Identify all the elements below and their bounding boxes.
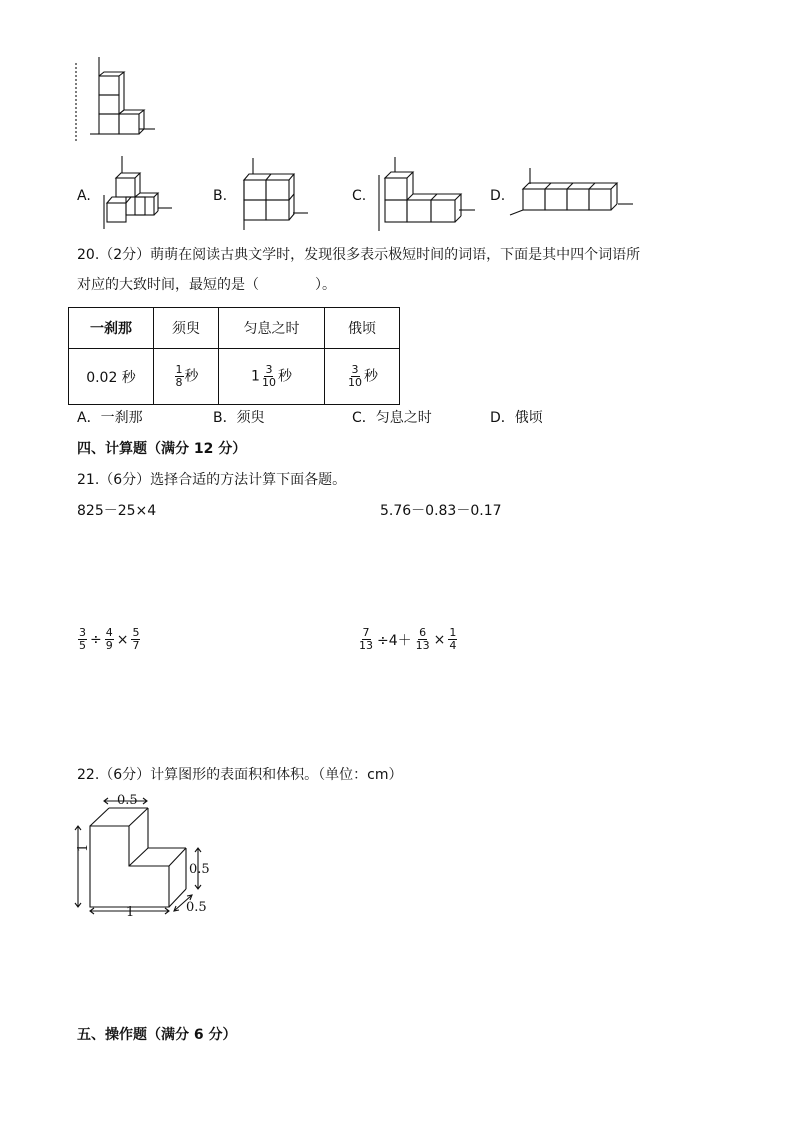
q21-expr3-op2: ×	[116, 631, 129, 648]
q21-expr3-b-num: 4	[105, 626, 113, 639]
q20-stem-line2: 对应的大致时间，最短的是（ ）。	[77, 277, 336, 293]
q22-stem: 22.（6分）计算图形的表面积和体积。（单位：cm）	[77, 767, 403, 783]
q22-label-bottom: 1	[126, 905, 135, 920]
q20-option-c: C．匀息之时	[352, 410, 432, 426]
q21-expr4-b-den: 13	[415, 639, 430, 652]
q20-value-2-num: 1	[175, 363, 183, 376]
q20-value-3-num: 3	[265, 363, 273, 376]
q20-value-1: 0.02 秒	[69, 349, 154, 405]
q21-expr4-op2: ×	[433, 631, 446, 648]
q21-expr3-op1: ÷	[90, 631, 102, 648]
q20-option-d: D．俄顷	[490, 410, 543, 426]
q21-expr3-b-den: 9	[105, 639, 113, 652]
q20-stem-line1: 20.（2分）萌萌在阅读古典文学时，发现很多表示极短时间的词语，下面是其中四个词语所	[77, 247, 641, 263]
q22-label-right: 0.5	[189, 862, 210, 877]
q20-value-3-den: 10	[261, 376, 276, 389]
q20-value-3-unit: 秒	[277, 368, 292, 385]
q20-option-a: A．一刹那	[77, 410, 143, 426]
q21-expr4-op1: ÷4＋	[377, 632, 412, 649]
section5-title: 五、操作题（满分 6 分）	[77, 1027, 237, 1043]
q19-option-d-label: D.	[490, 188, 506, 204]
q20-value-2-unit: 秒	[184, 368, 199, 385]
q20-header-1: 一刹那	[69, 308, 154, 349]
q21-expr4-a-den: 13	[359, 639, 373, 652]
q20-header-4: 俄顷	[325, 308, 400, 349]
q22-label-top: 0.5	[117, 793, 138, 808]
q21-expr3-a-den: 5	[79, 639, 86, 652]
q22-label-left: 1	[76, 843, 91, 852]
q21-expr-1: 825－25×4	[77, 503, 157, 519]
q19-option-b-label: B.	[213, 188, 228, 204]
q21-expr3-a-num: 3	[79, 626, 86, 639]
q19-option-a-label: A.	[77, 188, 91, 204]
q21-expr4-a-num: 7	[362, 626, 370, 639]
q19-option-c-label: C.	[352, 188, 367, 204]
section4-title: 四、计算题（满分 12 分）	[77, 441, 247, 457]
q21-expr3-c-num: 5	[132, 626, 140, 639]
q21-expr4-c-num: 1	[449, 626, 457, 639]
q20-header-2: 须臾	[154, 308, 219, 349]
q22-label-depth: 0.5	[186, 900, 207, 915]
q21-expr4-b-num: 6	[419, 626, 427, 639]
q21-expr-2: 5.76－0.83－0.17	[380, 503, 502, 519]
q20-option-b: B．须臾	[213, 410, 265, 426]
q20-value-2-den: 8	[175, 376, 183, 389]
q20-value-4-den: 10	[348, 376, 362, 389]
q20-value-3-whole: 1	[251, 368, 260, 385]
q20-value-4-unit: 秒	[364, 368, 378, 385]
q21-expr3-c-den: 7	[132, 639, 140, 652]
q20-header-3: 匀息之时	[219, 308, 325, 349]
q21-expr4-c-den: 4	[449, 639, 457, 652]
q20-value-4-num: 3	[351, 363, 359, 376]
q21-stem: 21.（6分）选择合适的方法计算下面各题。	[77, 472, 347, 488]
